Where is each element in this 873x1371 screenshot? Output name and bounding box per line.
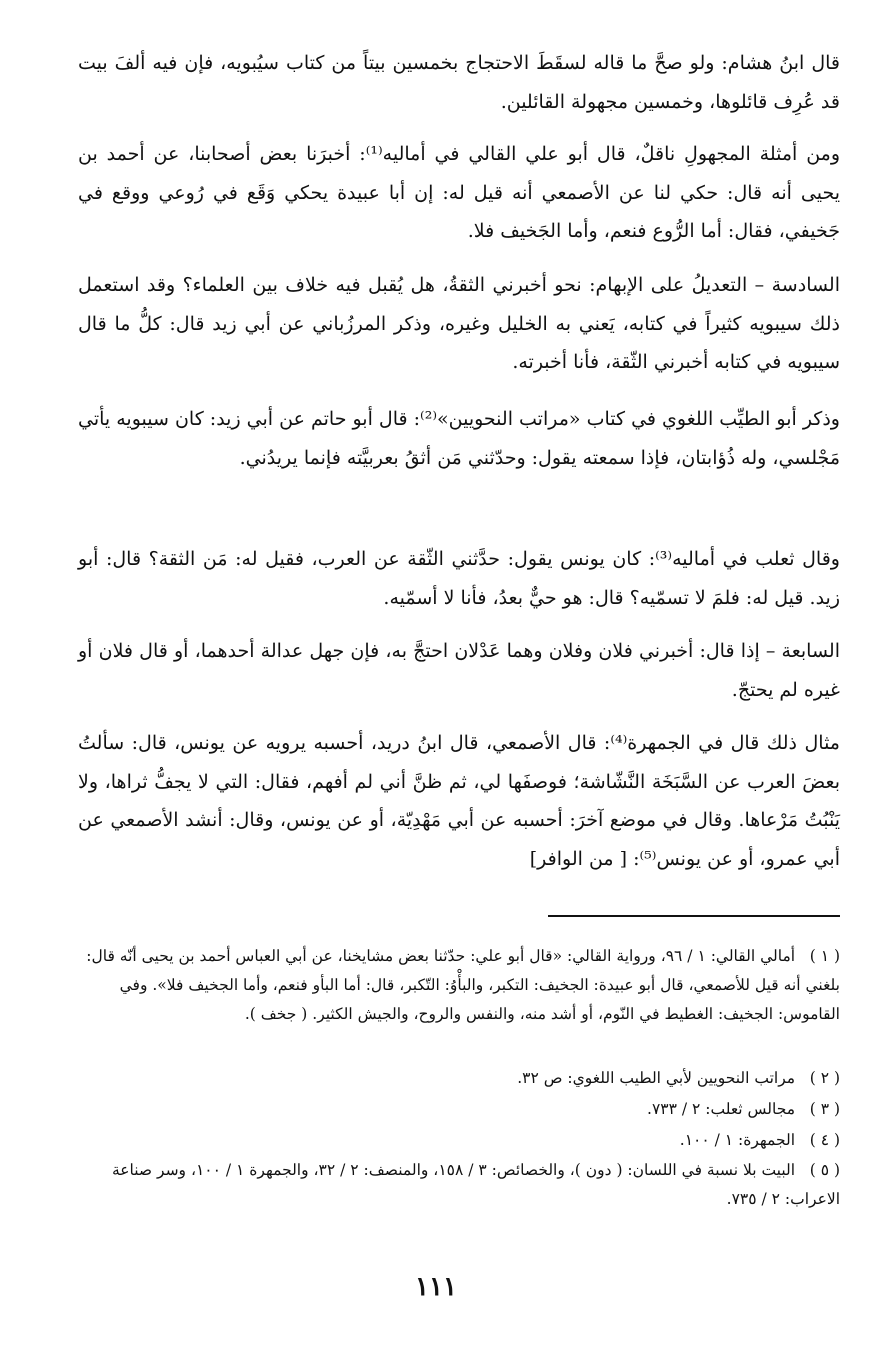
footnote-text: أمالي القالي: ١ / ٩٦، ورواية القالي: «قال أبو علي: حدّثنا بعض مشايخنا، عن أبي العباس أحمد بن يحيى أنّه قال: بلغني أنه قيل للأصمعي، قال أبو عبيدة: الجخيف: التكبر، والبأْوُ: التّكبر، قال: أما البأو فنعم، وأما الجخيف فلا». وفي القاموس: الجخيف: الغطيط في النّوم، أو أشد منه، والنفس والروح، والجيش الكثير. ( جخف ). [86, 947, 840, 1023]
footnote-number: ( ٢ ) [809, 1069, 840, 1087]
paragraph-ibn-hisham: قال ابنُ هشام: ولو صحَّ ما قاله لسقَطَ الاحتجاج بخمسين بيتاً من كتاب سيُبويه، فإن فيه ألفَ بيت قد عُرِف قائلوها، وخمسين مجهولة القائلين. [78, 52, 840, 113]
footnote-number: ( ٤ ) [809, 1131, 840, 1149]
footnote-text: مجالس ثعلب: ٢ / ٧٣٣. [647, 1100, 796, 1118]
footnote-text: الجمهرة: ١ / ١٠٠. [679, 1131, 796, 1149]
paragraph-unknown-transmitter: ومن أمثلة المجهولِ ناقلٌ، قال أبو علي القالي في أماليه⁽¹⁾: أخبرَنا بعض أصحابنا، عن أحمد بن يحيى أنه قال: حكي لنا عن الأصمعي أنه قيل له: إن أبا عبيدة يحكي وَقَع في رُوعي ووقع في جَخيفي، فقال: أما الرُّوع فنعم، وأما الجَخيف فلا. [78, 143, 841, 243]
paragraph-jamhara-example: مثال ذلك قال في الجمهرة⁽⁴⁾: قال الأصمعي، قال ابنُ دريد، أحسبه يرويه عن يونس، قال: سألتُ بعضَ العرب عن السَّبَخَة النَّشّاشة؛ فوصفَها لي، ثم ظنَّ أني لم أفهم، فقال: التي لا يجفُّ ثراها، ولا يَنْبُتُ مَرْعاها. وقال في موضع آخرَ: أحسبه عن أبي مَهْدِيّة، أو عن يونس، وقال: أنشد الأصمعي عن أبي عمرو، أو عن يونس⁽⁵⁾: [ من الوافر] [78, 732, 840, 871]
footnote-3 [78, 1095, 840, 1124]
paragraph-abu-tayyib: وذكر أبو الطيِّب اللغوي في كتاب «مراتب النحويين»⁽²⁾: قال أبو حاتم عن أبي زيد: كان سيبويه يأتي مَجْلسي، وله ذُؤابتان، فإذا سمعته يقول: وحدّثني مَن أثقُ بعربيَّته فإنما يريدُني. [78, 408, 840, 469]
footnote-number: ( ٣ ) [809, 1100, 840, 1118]
footnote-5 [78, 1156, 840, 1214]
footnote-1 [78, 942, 840, 1029]
footnote-4 [78, 1126, 840, 1155]
footnote-number: ( ١ ) [809, 947, 840, 965]
paragraph-sixth-tadil: السادسة – التعديلُ على الإبهام: نحو أخبرني الثقةُ، هل يُقبل فيه خلاف بين العلماء؟ وقد استعمل ذلك سيبويه كثيراً في كتابه، يَعني به الخليل وغيره، وذكر المرزُباني عن أبي زيد قال: كلُّ ما قال سيبويه في كتابه أخبرني الثّقة، فأنا أخبرته. [78, 274, 840, 374]
footnote-text: البيت بلا نسبة في اللسان: ( دون )، والخصائص: ٣ / ١٥٨، والمنصف: ٢ / ٣٢، والجمهرة ١ / ١٠٠، وسر صناعة الاعراب: ٢ / ٧٣٥. [111, 1161, 840, 1208]
footnote-2 [78, 1064, 840, 1093]
paragraph-seventh: السابعة – إذا قال: أخبرني فلان وفلان وهما عَدْلان احتجَّ به، فإن جهل عدالة أحدهما، أو قال فلان أو غيره لم يحتجّ. [78, 640, 840, 701]
footnote-text: مراتب النحويين لأبي الطيب اللغوي: ص ٣٢. [517, 1069, 796, 1087]
paragraph-thalab: وقال ثعلب في أماليه⁽³⁾: كان يونس يقول: حدَّثني الثّقة عن العرب، فقيل له: مَن الثقة؟ قال: أبو زيد. قيل له: فلمَ لا تسمّيه؟ قال: هو حيٌّ بعدُ، فأنا لا أسمّيه. [78, 548, 840, 609]
page-number: ١١١ [415, 1272, 457, 1302]
footnote-separator [548, 915, 840, 917]
footnote-number: ( ٥ ) [809, 1161, 840, 1179]
